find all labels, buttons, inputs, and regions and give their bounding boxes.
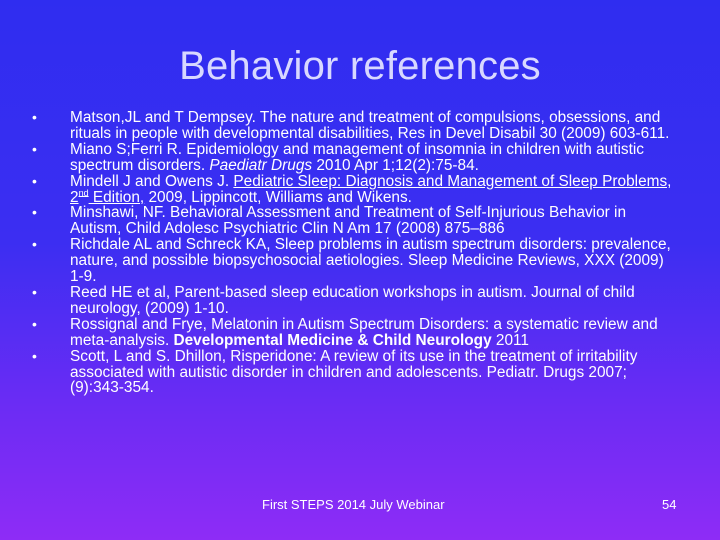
book-edition: Edition, bbox=[88, 188, 145, 206]
reference-item-mindell bbox=[24, 174, 674, 206]
journal-name: Developmental Medicine & Child Neurology bbox=[173, 331, 492, 349]
reference-text-tail: 2011 bbox=[491, 331, 529, 349]
reference-item-miano bbox=[24, 142, 674, 174]
reference-text: Miano S;Ferri R. Epidemiology and management of insomnia in children with autistic spectrum disorders. bbox=[70, 140, 645, 174]
bullet-icon: • bbox=[32, 204, 37, 221]
bullet-icon: • bbox=[32, 236, 37, 253]
reference-item-matson bbox=[24, 110, 674, 142]
reference-item-rossignal bbox=[24, 317, 674, 349]
bullet-icon: • bbox=[32, 109, 37, 125]
reference-text-tail: 2009, Lippincott, Williams and Wikens. bbox=[144, 188, 412, 206]
reference-text: Matson,JL and T Dempsey. The nature and treatment of compulsions, obsessions, and rituals in people with developmental disabilities, Res in Devel Disabil 30 (2009) 603-611. bbox=[70, 109, 670, 142]
bullet-icon: • bbox=[32, 283, 37, 300]
bullet-icon: • bbox=[32, 172, 37, 189]
reference-item-richdale bbox=[24, 237, 674, 285]
reference-text-tail: 2010 Apr 1;12(2):75-84. bbox=[312, 156, 479, 174]
footer-text: First STEPS 2014 July Webinar bbox=[262, 497, 445, 512]
reference-text: Scott, L and S. Dhillon, Risperidone: A review of its use in the treatment of irritability associated with autistic disorder in children and adolescents. Pediatr. Drugs 2007; (9):343-354. bbox=[70, 347, 638, 397]
reference-item-reed bbox=[24, 285, 674, 317]
reference-item-scott bbox=[24, 349, 674, 397]
reference-list bbox=[24, 110, 674, 396]
reference-text: Richdale AL and Schreck KA, Sleep problems in autism spectrum disorders: prevalence, nature, and possible biopsychosocial aetiologies. Sleep Medicine Reviews, XXX (2009) 1-9. bbox=[70, 236, 671, 286]
page-number: 54 bbox=[662, 497, 677, 512]
journal-name: Paediatr Drugs bbox=[209, 156, 313, 174]
bullet-icon: • bbox=[32, 140, 37, 157]
reference-text: Rossignal and Frye, Melatonin in Autism Spectrum Disorders: a systematic review and meta-analysis. bbox=[70, 315, 658, 349]
reference-text: Reed HE et al, Parent-based sleep education workshops in autism. Journal of child neurology, (2009) 1-10. bbox=[70, 283, 635, 317]
ordinal-suffix: nd bbox=[78, 187, 89, 198]
slide-title: Behavior references bbox=[179, 44, 541, 88]
reference-text: Minshawi, NF. Behavioral Assessment and Treatment of Self-Injurious Behavior in Autism, Child Adolesc Psychiatric Clin N Am 17 (2008) 875–886 bbox=[70, 204, 627, 238]
book-title: Pediatric Sleep: Diagnosis and Management of Sleep Problems, 2 bbox=[70, 172, 672, 206]
bullet-icon: • bbox=[32, 315, 37, 332]
reference-text: Mindell J and Owens J. bbox=[70, 172, 234, 190]
bullet-icon: • bbox=[32, 347, 37, 364]
reference-item-minshawi bbox=[24, 205, 674, 237]
